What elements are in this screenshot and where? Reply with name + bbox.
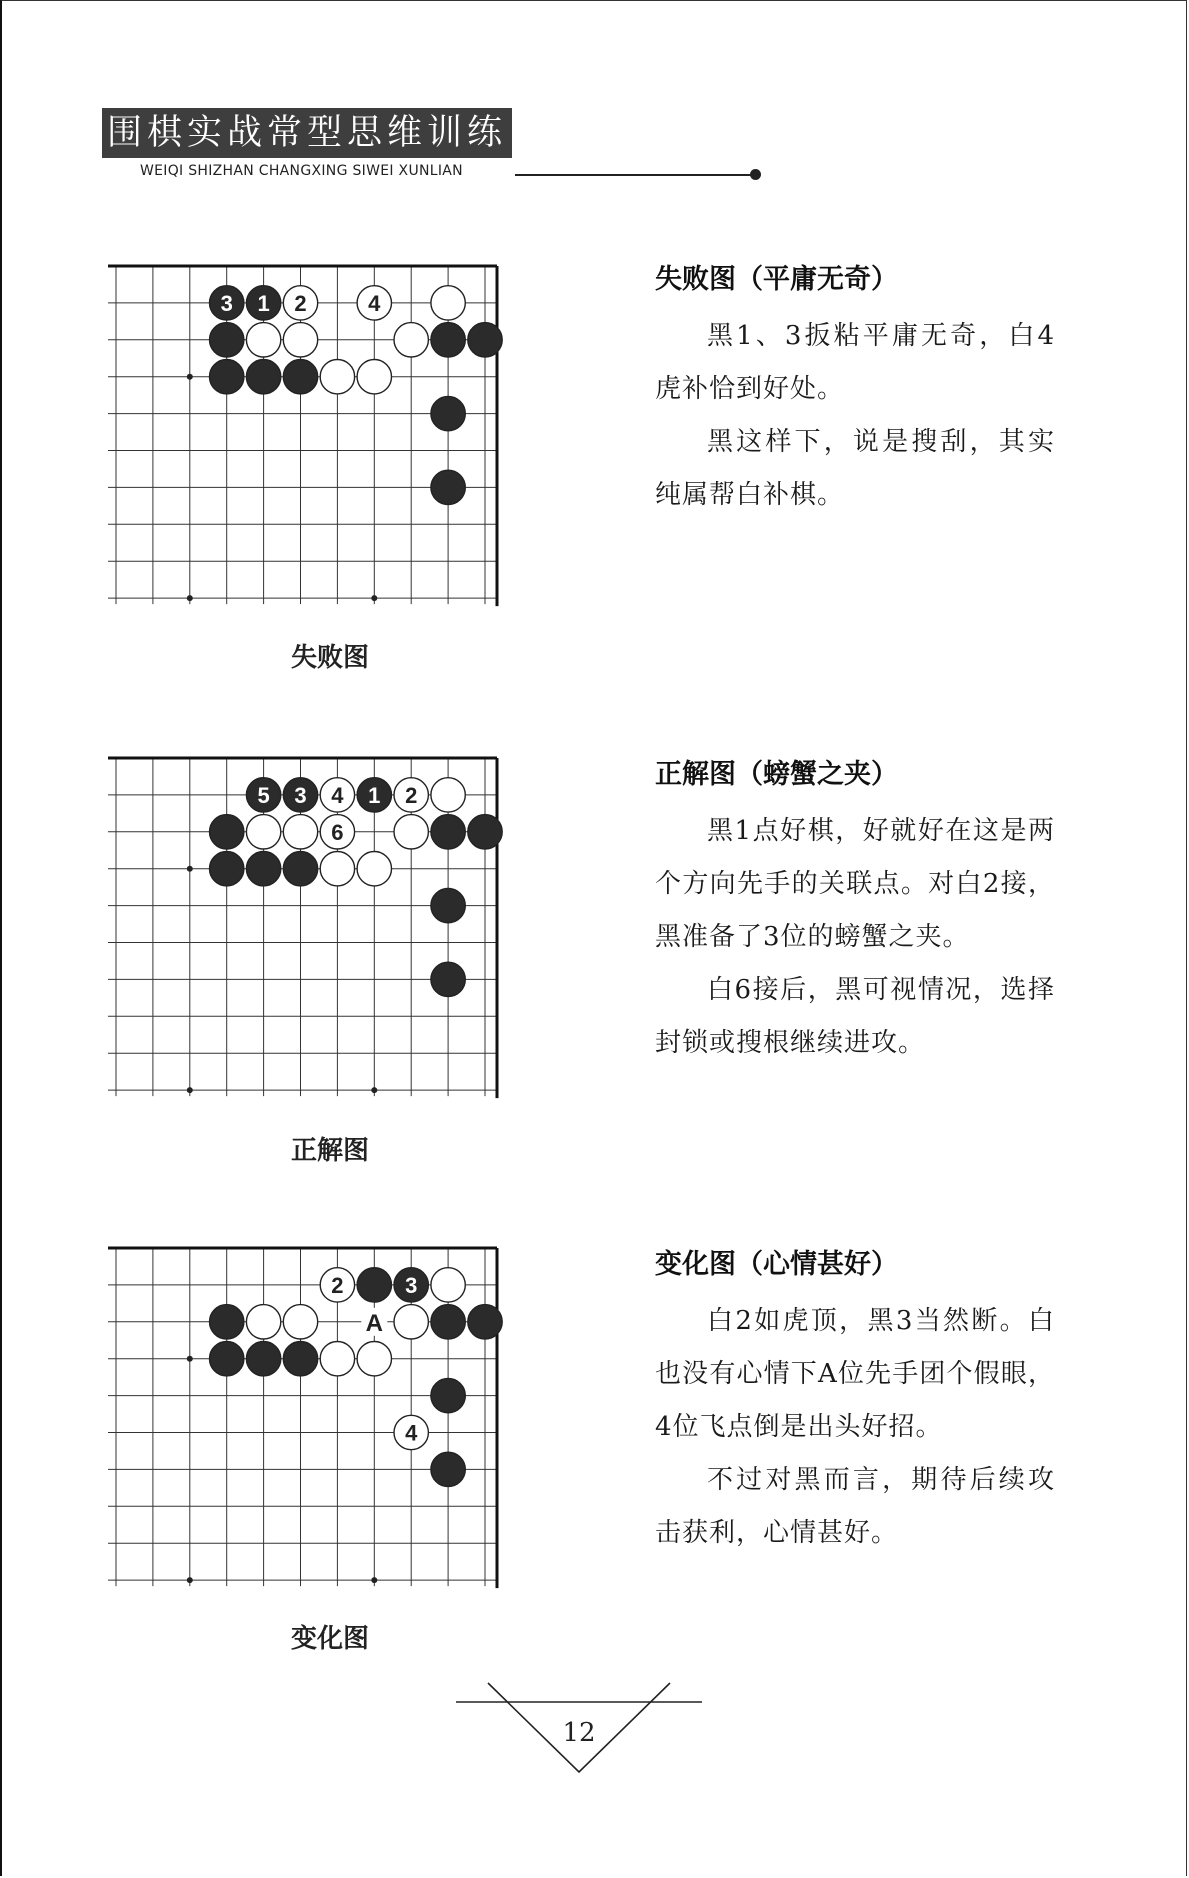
black-stone xyxy=(210,360,244,394)
black-stone xyxy=(210,1305,244,1339)
white-stone xyxy=(283,323,317,357)
white-stone xyxy=(320,360,354,394)
caption-variation: 变化图 xyxy=(290,1624,369,1654)
black-stone xyxy=(283,1342,317,1376)
paragraph: 白6接后，黑可视情况，选择封锁或搜根继续进攻。 xyxy=(655,975,1055,1058)
black-stone xyxy=(210,852,244,886)
black-stone xyxy=(431,396,465,430)
board-svg xyxy=(108,750,540,1106)
star-point xyxy=(187,374,193,380)
go-board-correct xyxy=(108,750,540,1106)
book-title: 围棋实战常型思维训练 xyxy=(102,108,512,158)
section-title-failure: 失败图（平庸无奇） xyxy=(655,264,898,295)
go-board-variation xyxy=(108,1240,540,1596)
stone-number: 2 xyxy=(294,290,307,316)
black-stone xyxy=(468,1305,502,1339)
black-stone xyxy=(246,852,280,886)
section-title-correct: 正解图（螃蟹之夹） xyxy=(655,759,898,790)
black-stone xyxy=(431,888,465,922)
stone-number: 3 xyxy=(294,782,307,808)
white-stone xyxy=(283,1305,317,1339)
stone-number: 3 xyxy=(405,1272,418,1298)
star-point xyxy=(187,1356,193,1362)
star-point xyxy=(187,866,193,872)
stone-number: 6 xyxy=(331,819,344,845)
stone-number: 3 xyxy=(220,290,233,316)
white-stone xyxy=(246,1305,280,1339)
black-stone xyxy=(210,1342,244,1376)
white-stone xyxy=(394,815,428,849)
stone-number: 5 xyxy=(257,782,270,808)
star-point xyxy=(371,595,377,601)
paragraph: 黑这样下，说是搜刮，其实纯属帮白补棋。 xyxy=(655,427,1055,510)
black-stone xyxy=(210,323,244,357)
white-stone xyxy=(357,1342,391,1376)
header-rule xyxy=(515,174,757,176)
white-stone xyxy=(394,323,428,357)
paragraph: 白2如虎顶，黑3当然断。白也没有心情下A位先手团个假眼，4位飞点倒是出头好招。 xyxy=(655,1306,1055,1442)
go-board-failure xyxy=(108,258,540,614)
white-stone xyxy=(357,360,391,394)
star-point xyxy=(187,595,193,601)
black-stone xyxy=(210,815,244,849)
white-stone xyxy=(283,815,317,849)
paragraph: 不过对黑而言，期待后续攻击获利，心情甚好。 xyxy=(655,1465,1055,1548)
caption-failure: 失败图 xyxy=(290,643,369,673)
white-stone xyxy=(431,286,465,320)
black-stone xyxy=(246,1342,280,1376)
stone-number: 2 xyxy=(405,782,418,808)
white-stone xyxy=(246,815,280,849)
white-stone xyxy=(394,1305,428,1339)
stone-number: 4 xyxy=(368,290,381,316)
text-correct xyxy=(655,755,1055,1070)
black-stone xyxy=(431,1452,465,1486)
white-stone xyxy=(357,852,391,886)
white-stone xyxy=(431,1268,465,1302)
white-stone xyxy=(431,778,465,812)
white-stone xyxy=(246,323,280,357)
star-point xyxy=(187,1577,193,1583)
black-stone xyxy=(431,962,465,996)
page-number-ornament xyxy=(450,1680,708,1780)
page-number: 12 xyxy=(562,1718,596,1748)
stone-number: 1 xyxy=(368,782,381,808)
header-rule-dot xyxy=(750,169,761,180)
black-stone xyxy=(468,815,502,849)
star-point xyxy=(187,1087,193,1093)
white-stone xyxy=(320,852,354,886)
board-svg xyxy=(108,258,540,614)
black-stone xyxy=(431,1305,465,1339)
text-failure xyxy=(655,260,1055,522)
white-stone xyxy=(320,1342,354,1376)
black-stone xyxy=(431,815,465,849)
paragraph: 黑1、3扳粘平庸无奇，白4虎补恰到好处。 xyxy=(655,321,1055,404)
black-stone xyxy=(283,360,317,394)
black-stone xyxy=(357,1268,391,1302)
star-point xyxy=(371,1577,377,1583)
stone-number: 1 xyxy=(257,290,270,316)
stone-number: 4 xyxy=(331,782,344,808)
black-stone xyxy=(431,470,465,504)
black-stone xyxy=(431,323,465,357)
black-stone xyxy=(246,360,280,394)
caption-correct: 正解图 xyxy=(290,1136,369,1166)
black-stone xyxy=(468,323,502,357)
stone-number: 2 xyxy=(331,1272,344,1298)
book-subtitle: WEIQI SHIZHAN CHANGXING SIWEI XUNLIAN xyxy=(140,163,463,179)
text-variation xyxy=(655,1245,1055,1560)
paragraph: 黑1点好棋，好就好在这是两个方向先手的关联点。对白2接，黑准备了3位的螃蟹之夹。 xyxy=(655,816,1055,952)
black-stone xyxy=(431,1378,465,1412)
point-mark: A xyxy=(365,1309,383,1337)
section-title-variation: 变化图（心情甚好） xyxy=(655,1249,898,1280)
stone-number: 4 xyxy=(405,1420,418,1446)
star-point xyxy=(371,1087,377,1093)
black-stone xyxy=(283,852,317,886)
board-svg xyxy=(108,1240,540,1596)
